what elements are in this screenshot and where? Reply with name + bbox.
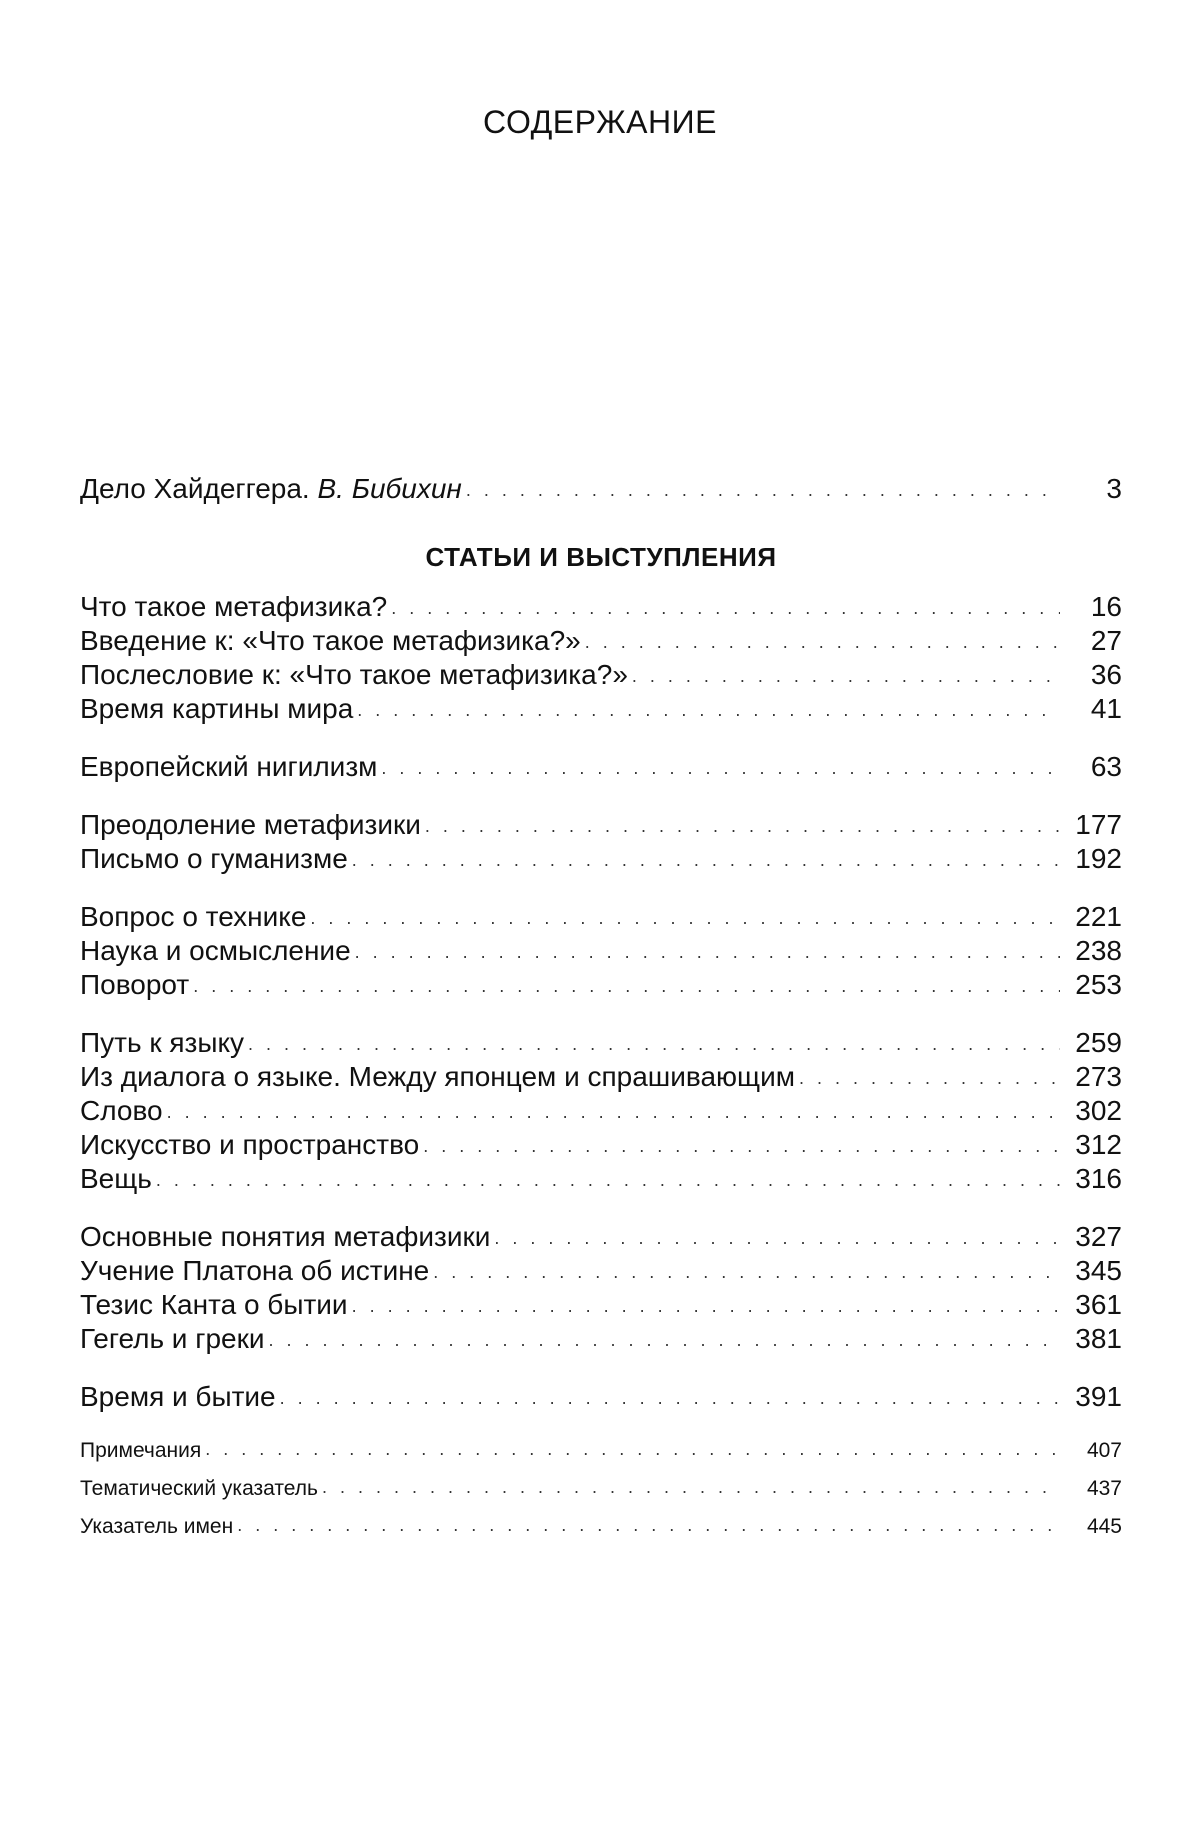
toc-entry-page: 273	[1075, 1061, 1122, 1092]
toc-entry	[80, 900, 1122, 934]
toc-entry-page: 3	[1106, 473, 1122, 504]
dot-leader	[357, 693, 1060, 727]
toc-entry	[80, 624, 1122, 658]
toc-entry	[80, 1322, 1122, 1356]
toc-group	[80, 590, 1122, 726]
toc-entry	[80, 1094, 1122, 1128]
dot-leader	[355, 935, 1060, 969]
dot-leader	[237, 1506, 1060, 1544]
toc-entry-page: 302	[1075, 1095, 1122, 1126]
toc-entry-page: 36	[1090, 659, 1122, 690]
toc-entry-label: Примечания	[80, 1439, 202, 1462]
toc-entry-label: Указатель имен	[80, 1515, 234, 1538]
toc-entry-label: Из диалога о языке. Между японцем и спрашивающим	[80, 1061, 795, 1092]
dot-leader	[248, 1027, 1060, 1061]
dot-leader	[425, 809, 1060, 843]
dot-leader	[632, 659, 1060, 693]
toc-group	[80, 808, 1122, 876]
toc-entry	[80, 968, 1122, 1002]
toc-entry-label: Введение к: «Что такое метафизика?»	[80, 625, 581, 656]
toc-entry	[80, 1060, 1122, 1094]
dot-leader	[391, 591, 1060, 625]
toc-group	[80, 900, 1122, 1002]
toc-entry-page: 437	[1086, 1477, 1122, 1500]
dot-leader	[156, 1163, 1060, 1197]
dot-leader	[322, 1468, 1060, 1506]
toc-entry	[80, 934, 1122, 968]
toc-entry-page: 253	[1075, 969, 1122, 1000]
toc-entry-label: Время картины мира	[80, 693, 354, 724]
toc-entry	[80, 842, 1122, 876]
dot-leader	[310, 901, 1060, 935]
toc-entry-label: Слово	[80, 1095, 163, 1126]
dot-leader	[352, 843, 1060, 877]
toc-entry	[80, 1162, 1122, 1196]
toc-entry	[80, 692, 1122, 726]
toc-back-matter	[80, 1432, 1122, 1546]
dot-leader	[352, 1289, 1060, 1323]
page-title: СОДЕРЖАНИЕ	[483, 104, 717, 140]
toc-entry-label: Вопрос о технике	[80, 901, 307, 932]
toc-entry-label: Гегель и греки	[80, 1323, 265, 1354]
dot-leader	[799, 1061, 1060, 1095]
toc-entry-label: Основные понятия метафизики	[80, 1221, 491, 1252]
toc-entry	[80, 590, 1122, 624]
dot-leader	[193, 969, 1060, 1003]
toc-entry	[80, 1432, 1122, 1470]
toc-entry	[80, 1254, 1122, 1288]
toc-entry-label: Письмо о гуманизме	[80, 843, 348, 874]
toc-entry-label: Учение Платона об истине	[80, 1255, 430, 1286]
toc-entry	[80, 1508, 1122, 1546]
toc-entry	[80, 1470, 1122, 1508]
toc-entry	[80, 750, 1122, 784]
toc-entry	[80, 1220, 1122, 1254]
toc-group	[80, 1380, 1122, 1414]
dot-leader	[466, 473, 1060, 507]
toc-entry	[80, 808, 1122, 842]
table-of-contents	[80, 472, 1122, 1546]
toc-entry-label: Вещь	[80, 1163, 152, 1194]
toc-entry-label: Послесловие к: «Что такое метафизика?»	[80, 659, 628, 690]
section-heading: СТАТЬИ И ВЫСТУПЛЕНИЯ	[425, 542, 777, 572]
toc-group	[80, 1026, 1122, 1196]
toc-entry-label: Искусство и пространство	[80, 1129, 420, 1160]
toc-entry-page: 259	[1075, 1027, 1122, 1058]
dot-leader	[433, 1255, 1060, 1289]
toc-entry-page: 177	[1075, 809, 1122, 840]
toc-group	[80, 750, 1122, 784]
toc-entry-page: 327	[1075, 1221, 1122, 1252]
toc-entry-page: 407	[1086, 1439, 1122, 1462]
toc-entry-label: Европейский нигилизм	[80, 751, 378, 782]
toc-entry-page: 16	[1090, 591, 1122, 622]
toc-entry-author: В. Бибихин	[317, 473, 462, 504]
toc-entry-page: 345	[1075, 1255, 1122, 1286]
toc-entry-label: Поворот	[80, 969, 190, 1000]
toc-entry-page: 192	[1075, 843, 1122, 874]
toc-entry-label: Наука и осмысление	[80, 935, 351, 966]
toc-entry-page: 27	[1090, 625, 1122, 656]
toc-entry	[80, 658, 1122, 692]
toc-entry-page: 221	[1075, 901, 1122, 932]
toc-entry-page: 238	[1075, 935, 1122, 966]
toc-entry	[80, 1380, 1122, 1414]
dot-leader	[423, 1129, 1060, 1163]
toc-entry-label: Что такое метафизика?	[80, 591, 388, 622]
toc-entry-page: 361	[1075, 1289, 1122, 1320]
toc-entry	[80, 1026, 1122, 1060]
toc-entry	[80, 1288, 1122, 1322]
toc-entry-label: Дело Хайдеггера. В. Бибихин	[80, 473, 462, 504]
toc-entry-page: 63	[1090, 751, 1122, 782]
toc-entry-intro	[80, 472, 1122, 506]
toc-entry-page: 316	[1075, 1163, 1122, 1194]
toc-entry-page: 391	[1075, 1381, 1122, 1412]
dot-leader	[585, 625, 1060, 659]
toc-entry	[80, 1128, 1122, 1162]
dot-leader	[205, 1430, 1060, 1468]
dot-leader	[494, 1221, 1060, 1255]
dot-leader	[167, 1095, 1060, 1129]
toc-entry-label: Время и бытие	[80, 1381, 276, 1412]
toc-entry-page: 381	[1075, 1323, 1122, 1354]
dot-leader	[381, 751, 1060, 785]
toc-entry-label: Путь к языку	[80, 1027, 245, 1058]
toc-group	[80, 1220, 1122, 1356]
toc-entry-page: 312	[1075, 1129, 1122, 1160]
toc-entry-page: 41	[1090, 693, 1122, 724]
toc-entry-label: Тезис Канта о бытии	[80, 1289, 348, 1320]
toc-entry-page: 445	[1086, 1515, 1122, 1538]
toc-entry-label: Тематический указатель	[80, 1477, 318, 1500]
dot-leader	[268, 1323, 1060, 1357]
toc-entry-label: Преодоление метафизики	[80, 809, 421, 840]
dot-leader	[280, 1381, 1060, 1415]
